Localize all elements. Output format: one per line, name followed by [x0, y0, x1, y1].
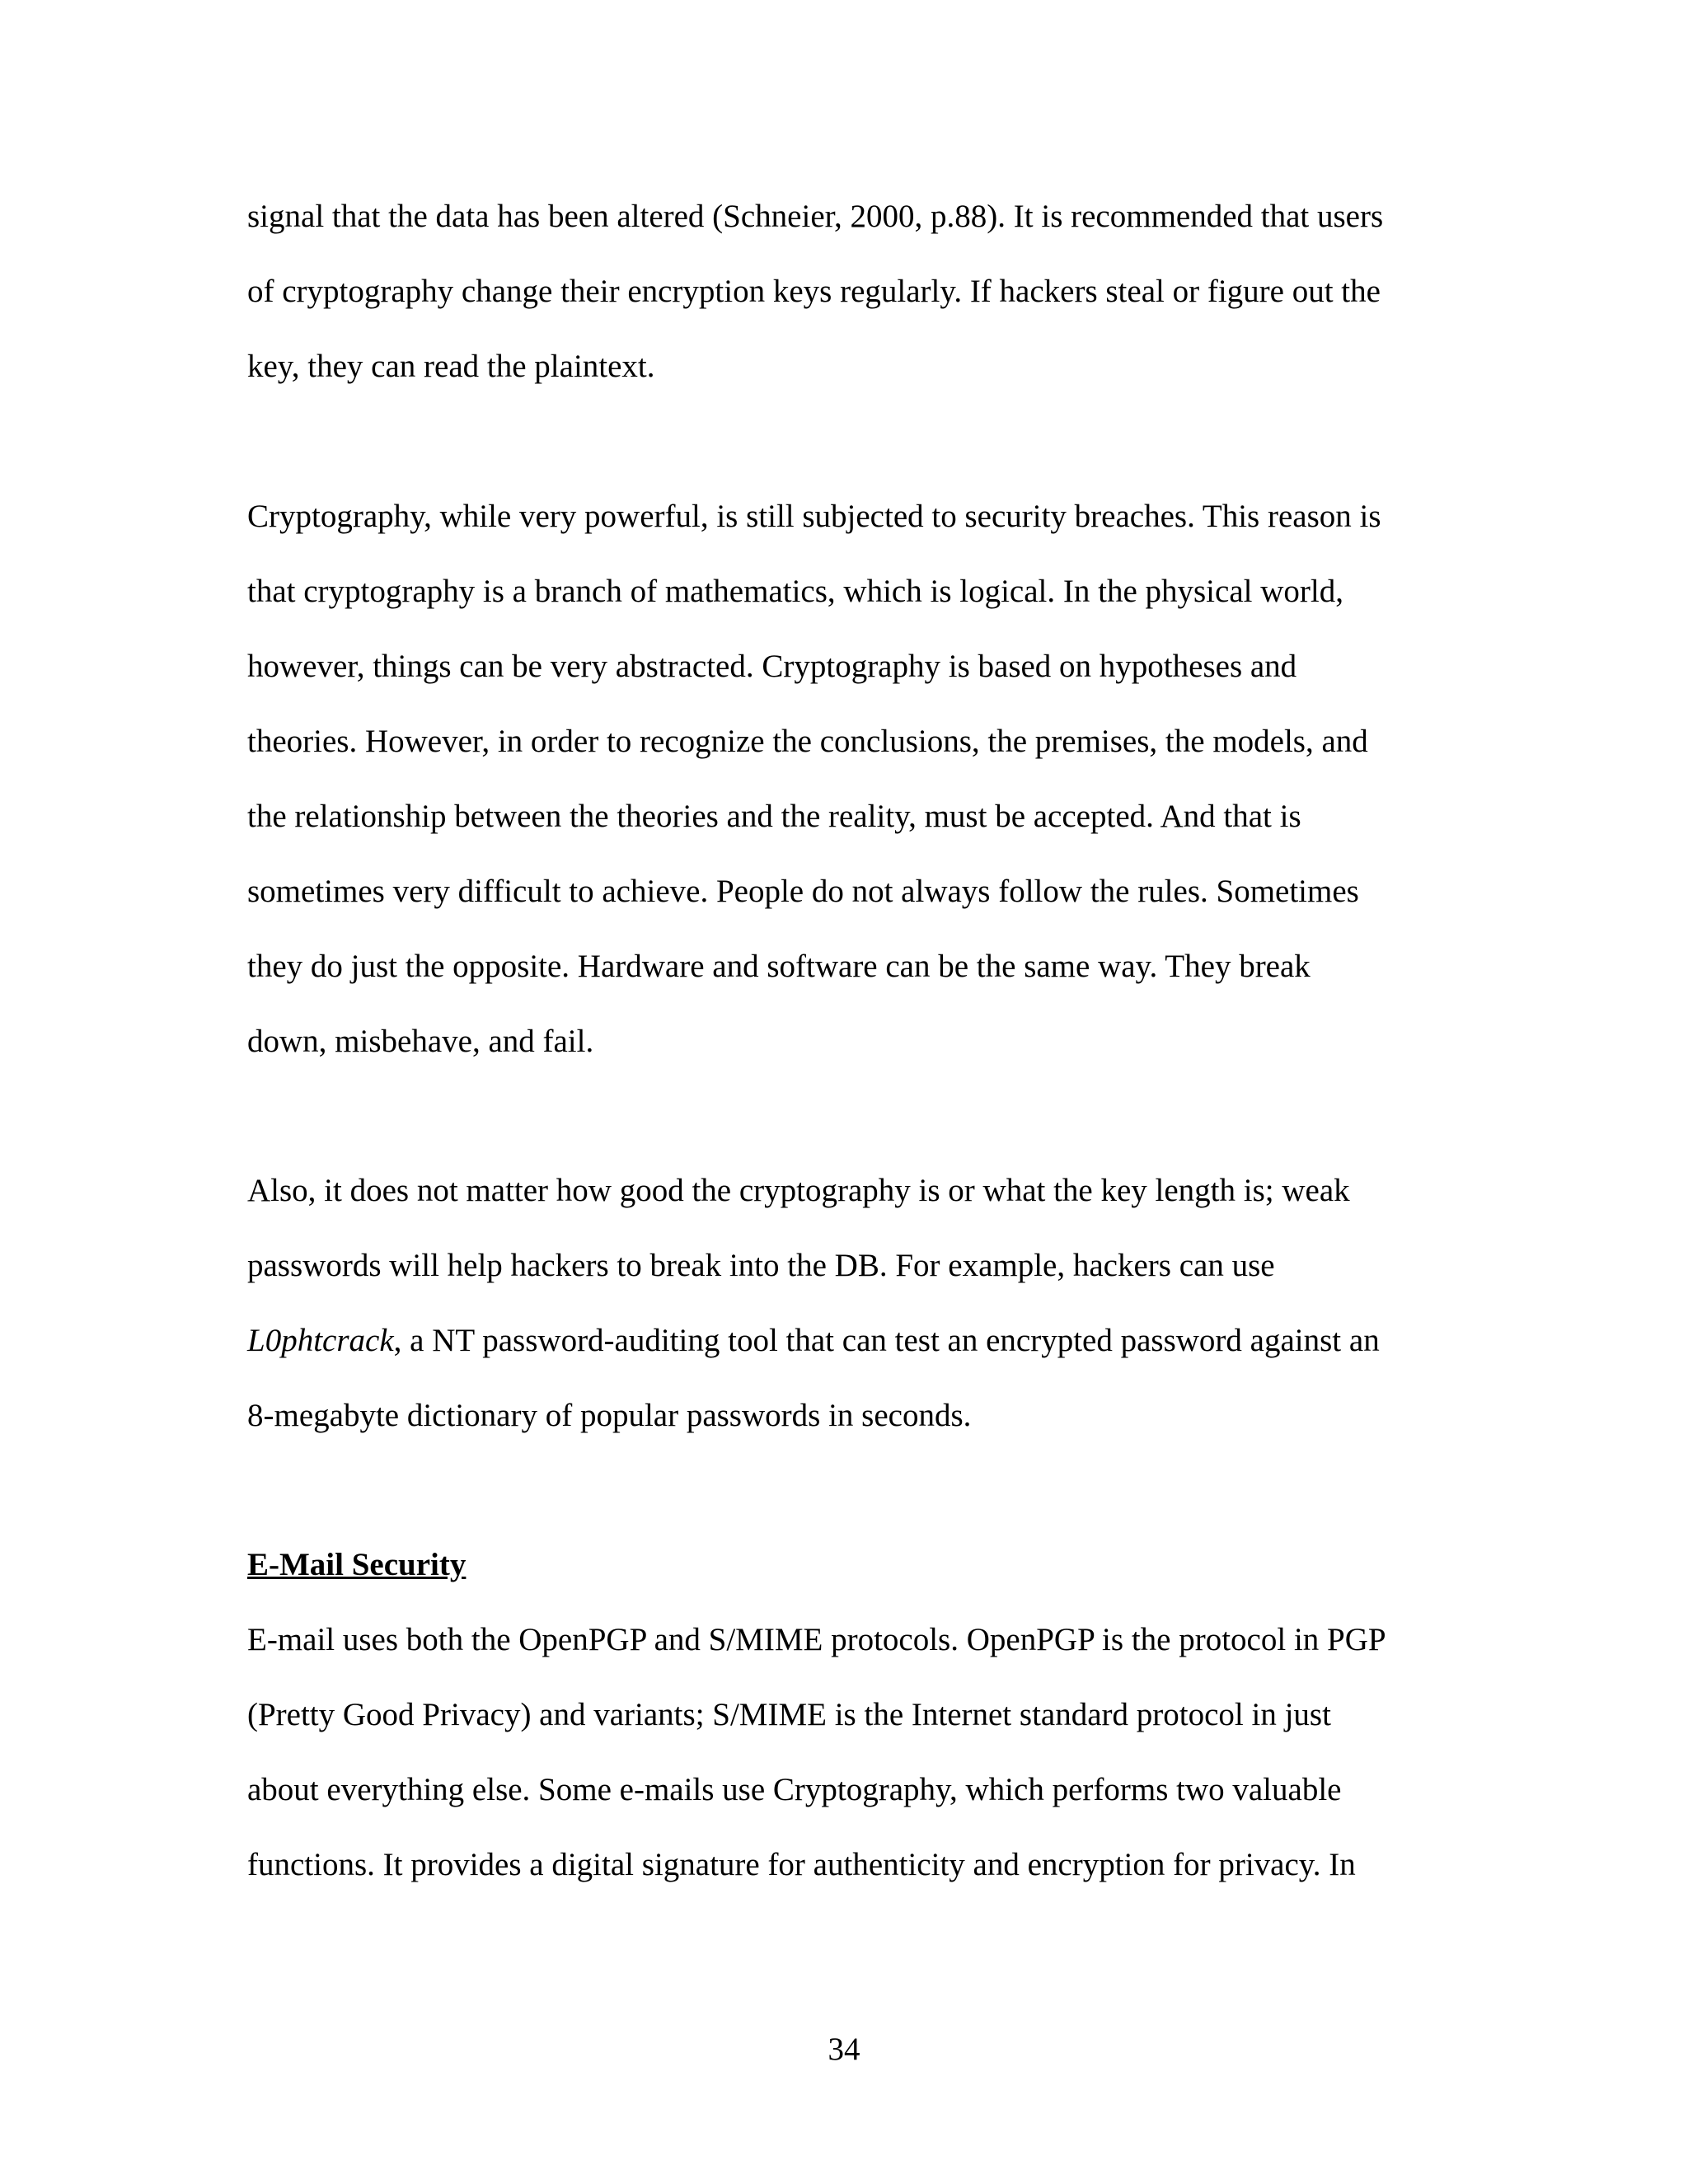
tool-name: L0phtcrack	[247, 1323, 394, 1358]
paragraph-3-line-4: 8-megabyte dictionary of popular passwords in seconds.	[247, 1398, 972, 1433]
paragraph-2-line-7: they do just the opposite. Hardware and software can be the same way. They break	[247, 949, 1311, 984]
paragraph-3-line-2: passwords will help hackers to break into the DB. For example, hackers can use	[247, 1248, 1275, 1283]
paragraph-2-line-4: theories. However, in order to recognize the conclusions, the premises, the models, and	[247, 724, 1368, 759]
paragraph-3-line-3-text: , a NT password-auditing tool that can test an encrypted password against an	[393, 1323, 1380, 1358]
paragraph-2-line-5: the relationship between the theories and the reality, must be accepted. And that is	[247, 799, 1301, 834]
paragraph-4-line-1: E-mail uses both the OpenPGP and S/MIME protocols. OpenPGP is the protocol in PGP	[247, 1622, 1386, 1657]
paragraph-1-line-3: key, they can read the plaintext.	[247, 349, 655, 384]
section-heading: E-Mail Security	[247, 1547, 467, 1582]
paragraph-4-line-3: about everything else. Some e-mails use Cryptography, which performs two valuable	[247, 1772, 1342, 1807]
paragraph-3-line-3	[247, 1321, 1380, 1361]
paragraph-2-line-6: sometimes very difficult to achieve. People do not always follow the rules. Sometimes	[247, 874, 1359, 909]
paragraph-2-line-2: that cryptography is a branch of mathematics, which is logical. In the physical world,	[247, 574, 1343, 609]
page-number: 34	[828, 2032, 860, 2067]
paragraph-2-line-8: down, misbehave, and fail.	[247, 1024, 594, 1059]
paragraph-3-line-1: Also, it does not matter how good the cryptography is or what the key length is; weak	[247, 1173, 1350, 1208]
paragraph-2-line-3: however, things can be very abstracted. Cryptography is based on hypotheses and	[247, 649, 1297, 684]
paragraph-1-line-2: of cryptography change their encryption keys regularly. If hackers steal or figure out the	[247, 274, 1381, 309]
paragraph-2-line-1: Cryptography, while very powerful, is still subjected to security breaches. This reason is	[247, 499, 1381, 534]
paragraph-4-line-4: functions. It provides a digital signature for authenticity and encryption for privacy. In	[247, 1847, 1356, 1882]
paragraph-4-line-2: (Pretty Good Privacy) and variants; S/MIME is the Internet standard protocol in just	[247, 1697, 1331, 1732]
paragraph-1-line-1: signal that the data has been altered (Schneier, 2000, p.88). It is recommended that users	[247, 199, 1384, 234]
